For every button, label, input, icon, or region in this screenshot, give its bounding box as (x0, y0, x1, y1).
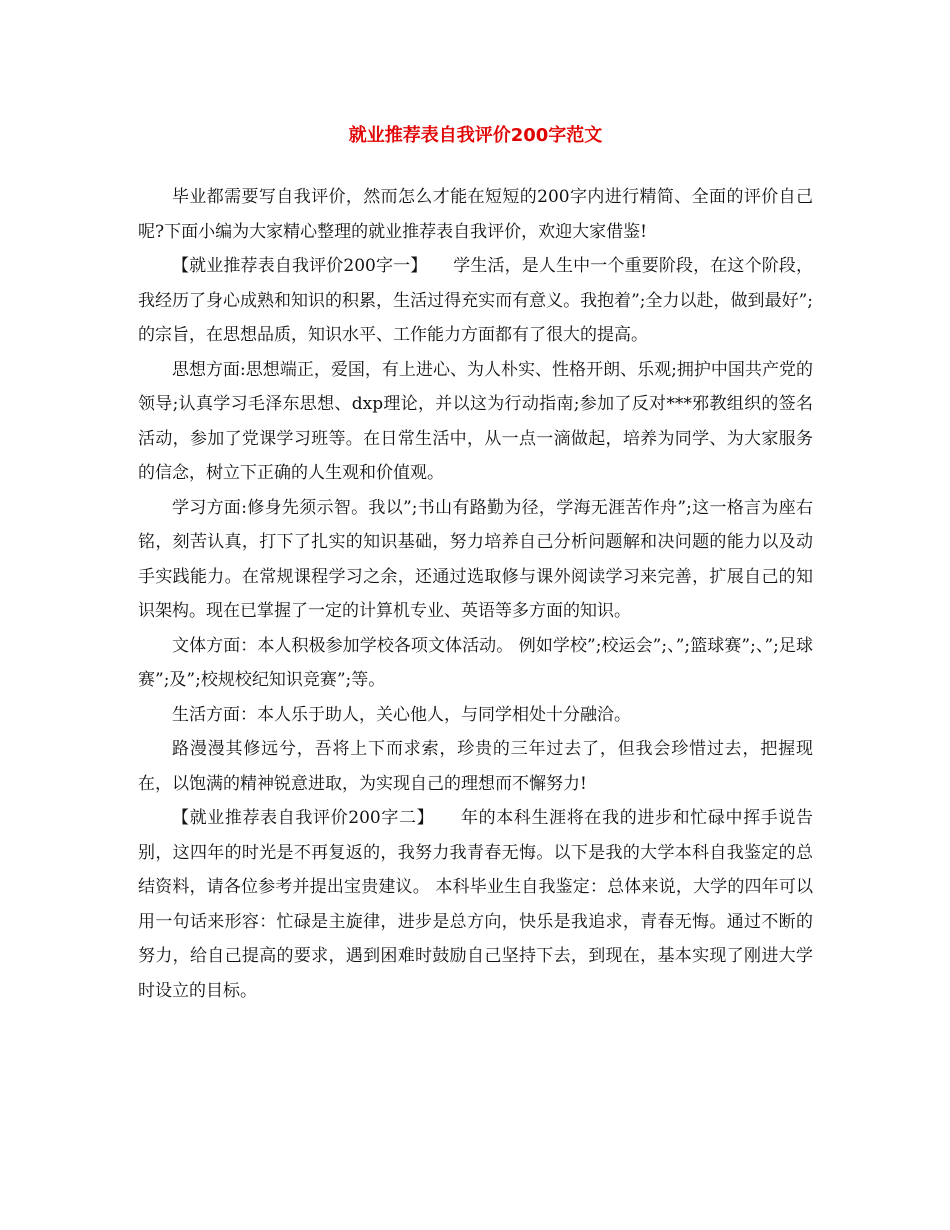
paragraph-closing: 路漫漫其修远兮，吾将上下而求索，珍贵的三年过去了，但我会珍惜过去，把握现在，以饱满的精神锐意进取，为实现自己的理想而不懈努力! (138, 739, 813, 794)
paragraph-section-one: 【就业推荐表自我评价200字一】 学生活，是人生中一个重要阶段，在这个阶段，我经历了身心成熟和知识的积累，生活过得充实而有意义。我抱着”;全力以赴，做到最好”;的宗旨，在思想品质，知识水平、工作能力方面都有了很大的提高。 (138, 256, 813, 345)
paragraph-study: 学习方面:修身先须示智。我以”;书山有路勤为径，学海无涯苦作舟”;这一格言为座右铭，刻苦认真，打下了扎实的知识基础，努力培养自己分析问题解和决问题的能力以及动手实践能力。在常规课程学习之余，还通过选取修与课外阅读学习来完善，扩展自己的知识架构。现在已掌握了一定的计算机专业、英语等多方面的知识。 (138, 497, 813, 621)
paragraph-section-two: 【就业推荐表自我评价200字二】 年的本科生涯将在我的进步和忙碌中挥手说告别，这四年的时光是不再复返的，我努力我青春无悔。以下是我的大学本科自我鉴定的总结资料，请各位参考并提出宝贵建议。 本科毕业生自我鉴定：总体来说，大学的四年可以用一句话来形容：忙碌是主旋律，进步是总方向，快乐是我追求，青春无悔。通过不断的努力，给自己提高的要求，遇到困难时鼓励自己坚持下去，到现在，基本实现了刚进大学时设立的目标。 (138, 808, 813, 1001)
paragraph-thought: 思想方面:思想端正，爱国，有上进心、为人朴实、性格开朗、乐观;拥护中国共产党的领导;认真学习毛泽东思想、dxp理论，并以这为行动指南;参加了反对***邪教组织的签名活动，参加了党课学习班等。在日常生活中，从一点一滴做起，培养为同学、为大家服务的信念，树立下正确的人生观和价值观。 (138, 359, 813, 483)
paragraph-sports: 文体方面：本人积极参加学校各项文体活动。 例如学校”;校运会”;、”;篮球赛”;、”;足球赛”;及”;校规校纪知识竞赛”;等。 (138, 635, 813, 690)
document-title: 就业推荐表自我评价200字范文 (348, 125, 603, 146)
paragraph-life: 生活方面：本人乐于助人，关心他人，与同学相处十分融洽。 (172, 704, 631, 725)
paragraph-intro: 毕业都需要写自我评价，然而怎么才能在短短的200字内进行精简、全面的评价自己呢?下面小编为大家精心整理的就业推荐表自我评价，欢迎大家借鉴! (138, 187, 813, 242)
